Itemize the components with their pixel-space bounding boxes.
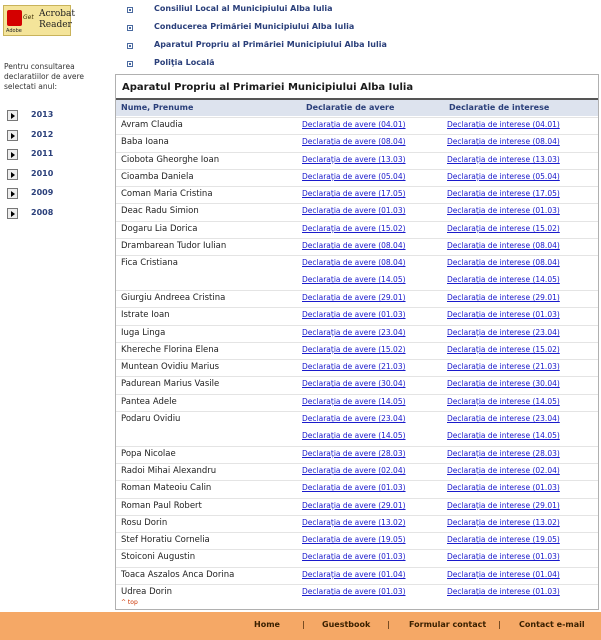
person-name: Drambarean Tudor Iulian (121, 241, 227, 252)
nav-item-label[interactable]: Consiliul Local al Municipiului Alba Iulia (154, 4, 333, 13)
avere-declaration-link[interactable]: Declaraţia de avere (02.04) (302, 465, 406, 475)
footer-separator: | (387, 620, 390, 629)
avere-declaration-link[interactable]: Declaraţia de avere (01.03) (302, 552, 406, 562)
arrow-right-icon (7, 149, 18, 160)
footer-separator: | (302, 620, 305, 629)
avere-declaration-link[interactable]: Declaraţia de avere (01.03) (302, 483, 406, 493)
arrow-right-icon (7, 188, 18, 199)
bullet-icon (127, 25, 133, 31)
person-name: Podaru Ovidiu (121, 414, 181, 425)
person-name: Iuga Linga (121, 327, 166, 338)
footer-link-2[interactable]: Formular contact (409, 620, 487, 629)
table-row (116, 203, 598, 220)
avere-declaration-link[interactable]: Declaraţia de avere (01.03) (302, 310, 406, 320)
interese-declaration-link[interactable]: Declaraţia de interese (17.05) (447, 189, 560, 199)
interese-declaration-link[interactable]: Declaraţia de interese (15.02) (447, 223, 560, 233)
interese-declaration-link[interactable]: Declaraţia de interese (15.02) (447, 344, 560, 354)
footer-separator: | (498, 620, 501, 629)
table-row (116, 134, 598, 151)
interese-declaration-link[interactable]: Declaraţia de interese (14.05) (447, 275, 560, 285)
avere-declaration-link[interactable]: Declaraţia de avere (05.04) (302, 171, 406, 181)
person-name: Dogaru Lia Dorica (121, 223, 198, 234)
adobe-get-text: Get (23, 14, 34, 21)
table-row (116, 584, 598, 601)
person-name: Udrea Dorin (121, 587, 173, 598)
header-name: Nume, Prenume (121, 103, 194, 112)
footer-link-1[interactable]: Guestbook (322, 620, 371, 629)
table-row (116, 117, 598, 134)
avere-declaration-link[interactable]: Declaraţia de avere (29.01) (302, 292, 406, 302)
consult-instruction: Pentru consultarea declaratiilor de avere selectati anul: (4, 62, 85, 91)
person-name: Coman Maria Cristina (121, 189, 213, 200)
year-label[interactable]: 2011 (31, 149, 54, 158)
nav-item-label[interactable]: Poliţia Locală (154, 58, 215, 67)
adobe-logo-icon (7, 10, 22, 26)
table-row (116, 498, 598, 515)
person-name: Roman Mateoiu Calin (121, 483, 212, 494)
bullet-icon (127, 7, 133, 13)
avere-declaration-link[interactable]: Declaraţia de avere (19.05) (302, 535, 406, 545)
interese-declaration-link[interactable]: Declaraţia de interese (30.04) (447, 379, 560, 389)
table-row (116, 255, 598, 290)
interese-declaration-link[interactable]: Declaraţia de interese (05.04) (447, 171, 560, 181)
interese-declaration-link[interactable]: Declaraţia de interese (08.04) (447, 258, 560, 268)
avere-declaration-link[interactable]: Declaraţia de avere (08.04) (302, 258, 406, 268)
person-name: Ciobota Gheorghe Ioan (121, 154, 220, 165)
interese-declaration-link[interactable]: Declaraţia de interese (29.01) (447, 500, 560, 510)
avere-declaration-link[interactable]: Declaraţia de avere (23.04) (302, 327, 406, 337)
person-name: Stoiconi Augustin (121, 552, 196, 563)
avere-declaration-link[interactable]: Declaraţia de avere (23.04) (302, 414, 406, 424)
table-row (116, 290, 598, 307)
arrow-right-icon (7, 110, 18, 121)
interese-declaration-link[interactable]: Declaraţia de interese (02.04) (447, 465, 560, 475)
avere-declaration-link[interactable]: Declaraţia de avere (08.04) (302, 241, 406, 251)
year-label[interactable]: 2013 (31, 110, 54, 119)
footer-link-3[interactable]: Contact e-mail (519, 620, 585, 629)
interese-declaration-link[interactable]: Declaraţia de interese (28.03) (447, 448, 560, 458)
table-row (116, 307, 598, 324)
table-header (116, 100, 598, 116)
avere-declaration-link[interactable]: Declaraţia de avere (28.03) (302, 448, 406, 458)
nav-item-label[interactable]: Aparatul Propriu al Primăriei Municipiului Alba Iulia (154, 40, 387, 49)
interese-declaration-link[interactable]: Declaraţia de interese (13.03) (447, 154, 560, 164)
avere-declaration-link[interactable]: Declaraţia de avere (13.02) (302, 517, 406, 527)
nav-item-label[interactable]: Conducerea Primăriei Municipiului Alba Iulia (154, 22, 355, 31)
interese-declaration-link[interactable]: Declaraţia de interese (08.04) (447, 137, 560, 147)
person-name: Istrate Ioan (121, 310, 170, 321)
person-name: Toaca Aszalos Anca Dorina (121, 569, 235, 580)
interese-declaration-link[interactable]: Declaraţia de interese (23.04) (447, 414, 560, 424)
table-row (116, 342, 598, 359)
adobe-acrobat-text: Acrobat (39, 9, 76, 19)
person-name: Roman Paul Robert (121, 500, 202, 511)
table-row (116, 463, 598, 480)
year-label[interactable]: 2008 (31, 207, 54, 217)
person-name: Pantea Adele (121, 396, 177, 407)
person-name: Muntean Ovidiu Marius (121, 362, 220, 373)
avere-declaration-link[interactable]: Declaraţia de avere (13.03) (302, 154, 406, 164)
person-name: Padurean Marius Vasile (121, 379, 220, 390)
arrow-right-icon (7, 208, 18, 219)
footer-bar (0, 612, 601, 640)
person-name: Popa Nicolae (121, 448, 176, 459)
table-row (116, 480, 598, 497)
table-row (116, 152, 598, 169)
interese-declaration-link[interactable]: Declaraţia de interese (14.05) (447, 396, 560, 406)
interese-declaration-link[interactable]: Declaraţia de interese (14.05) (447, 431, 560, 441)
interese-declaration-link[interactable]: Declaraţia de interese (01.03) (447, 483, 560, 493)
table-row (116, 238, 598, 255)
table-row (116, 376, 598, 393)
bullet-icon (127, 61, 133, 67)
table-row (116, 446, 598, 463)
avere-declaration-link[interactable]: Declaraţia de avere (08.04) (302, 137, 406, 147)
back-to-top-link[interactable]: ^ top (121, 599, 138, 606)
interese-declaration-link[interactable]: Declaraţia de interese (21.03) (447, 362, 560, 372)
get-acrobat-reader-banner[interactable] (3, 5, 76, 36)
person-name: Giurgiu Andreea Cristina (121, 292, 226, 303)
interese-declaration-link[interactable]: Declaraţia de interese (29.01) (447, 292, 560, 302)
year-label[interactable]: 2012 (31, 129, 54, 139)
table-row (116, 411, 598, 446)
adobe-reader-text: Reader (39, 20, 72, 30)
person-name: Baba Ioana (121, 137, 169, 148)
person-name: Deac Radu Simion (121, 206, 199, 217)
interese-declaration-link[interactable]: Declaraţia de interese (04.01) (447, 120, 560, 129)
person-name: Radoi Mihai Alexandru (121, 465, 217, 476)
avere-declaration-link[interactable]: Declaraţia de avere (04.01) (302, 120, 406, 129)
table-row (116, 221, 598, 238)
header-avere: Declaratie de avere (306, 103, 395, 112)
interese-declaration-link[interactable]: Declaraţia de interese (13.02) (447, 517, 560, 527)
table-row (116, 169, 598, 186)
avere-declaration-link[interactable]: Declaraţia de avere (14.05) (302, 396, 406, 406)
table-row (116, 325, 598, 342)
table-row (116, 515, 598, 532)
avere-declaration-link[interactable]: Declaraţia de avere (17.05) (302, 189, 406, 199)
interese-declaration-link[interactable]: Declaraţia de interese (19.05) (447, 535, 560, 545)
interese-declaration-link[interactable]: Declaraţia de interese (01.03) (447, 587, 560, 597)
adobe-brand-text: Adobe (6, 28, 22, 34)
sidebar (0, 0, 113, 612)
person-name: Avram Claudia (121, 120, 183, 130)
avere-declaration-link[interactable]: Declaraţia de avere (01.03) (302, 587, 406, 597)
person-name: Khereche Florina Elena (121, 344, 219, 355)
interese-declaration-link[interactable]: Declaraţia de interese (01.03) (447, 310, 560, 320)
avere-declaration-link[interactable]: Declaraţia de avere (14.05) (302, 275, 406, 285)
table-row (116, 549, 598, 566)
avere-declaration-link[interactable]: Declaraţia de avere (15.02) (302, 344, 406, 354)
person-name: Cioamba Daniela (121, 171, 194, 182)
panel-title: Aparatul Propriu al Primariei Municipiului Alba Iulia (116, 75, 598, 100)
avere-declaration-link[interactable]: Declaraţia de avere (29.01) (302, 500, 406, 510)
interese-declaration-link[interactable]: Declaraţia de interese (23.04) (447, 327, 560, 337)
table-row (116, 567, 598, 584)
avere-declaration-link[interactable]: Declaraţia de avere (15.02) (302, 223, 406, 233)
interese-declaration-link[interactable]: Declaraţia de interese (01.03) (447, 552, 560, 562)
year-label[interactable]: 2009 (31, 188, 54, 197)
arrow-right-icon (7, 169, 18, 180)
interese-declaration-link[interactable]: Declaraţia de interese (08.04) (447, 241, 560, 251)
declarations-table-body (116, 117, 598, 601)
top-navigation (117, 0, 601, 72)
avere-declaration-link[interactable]: Declaraţia de avere (14.05) (302, 431, 406, 441)
avere-declaration-link[interactable]: Declaraţia de avere (01.03) (302, 206, 406, 216)
bullet-icon (127, 43, 133, 49)
person-name: Rosu Dorin (121, 517, 168, 528)
person-name: Fica Cristiana (121, 258, 178, 269)
header-interese: Declaratie de interese (449, 103, 550, 112)
table-row (116, 394, 598, 411)
arrow-right-icon (7, 130, 18, 141)
table-row (116, 359, 598, 376)
avere-declaration-link[interactable]: Declaraţia de avere (21.03) (302, 362, 406, 372)
avere-declaration-link[interactable]: Declaraţia de avere (30.04) (302, 379, 406, 389)
table-row (116, 532, 598, 549)
avere-declaration-link[interactable]: Declaraţia de avere (01.04) (302, 569, 406, 579)
declarations-panel (115, 74, 599, 610)
footer-link-0[interactable]: Home (254, 620, 280, 629)
person-name: Stef Horatiu Cornelia (121, 535, 210, 546)
interese-declaration-link[interactable]: Declaraţia de interese (01.03) (447, 206, 560, 216)
year-label[interactable]: 2010 (31, 168, 54, 178)
interese-declaration-link[interactable]: Declaraţia de interese (01.04) (447, 569, 560, 579)
table-row (116, 186, 598, 203)
